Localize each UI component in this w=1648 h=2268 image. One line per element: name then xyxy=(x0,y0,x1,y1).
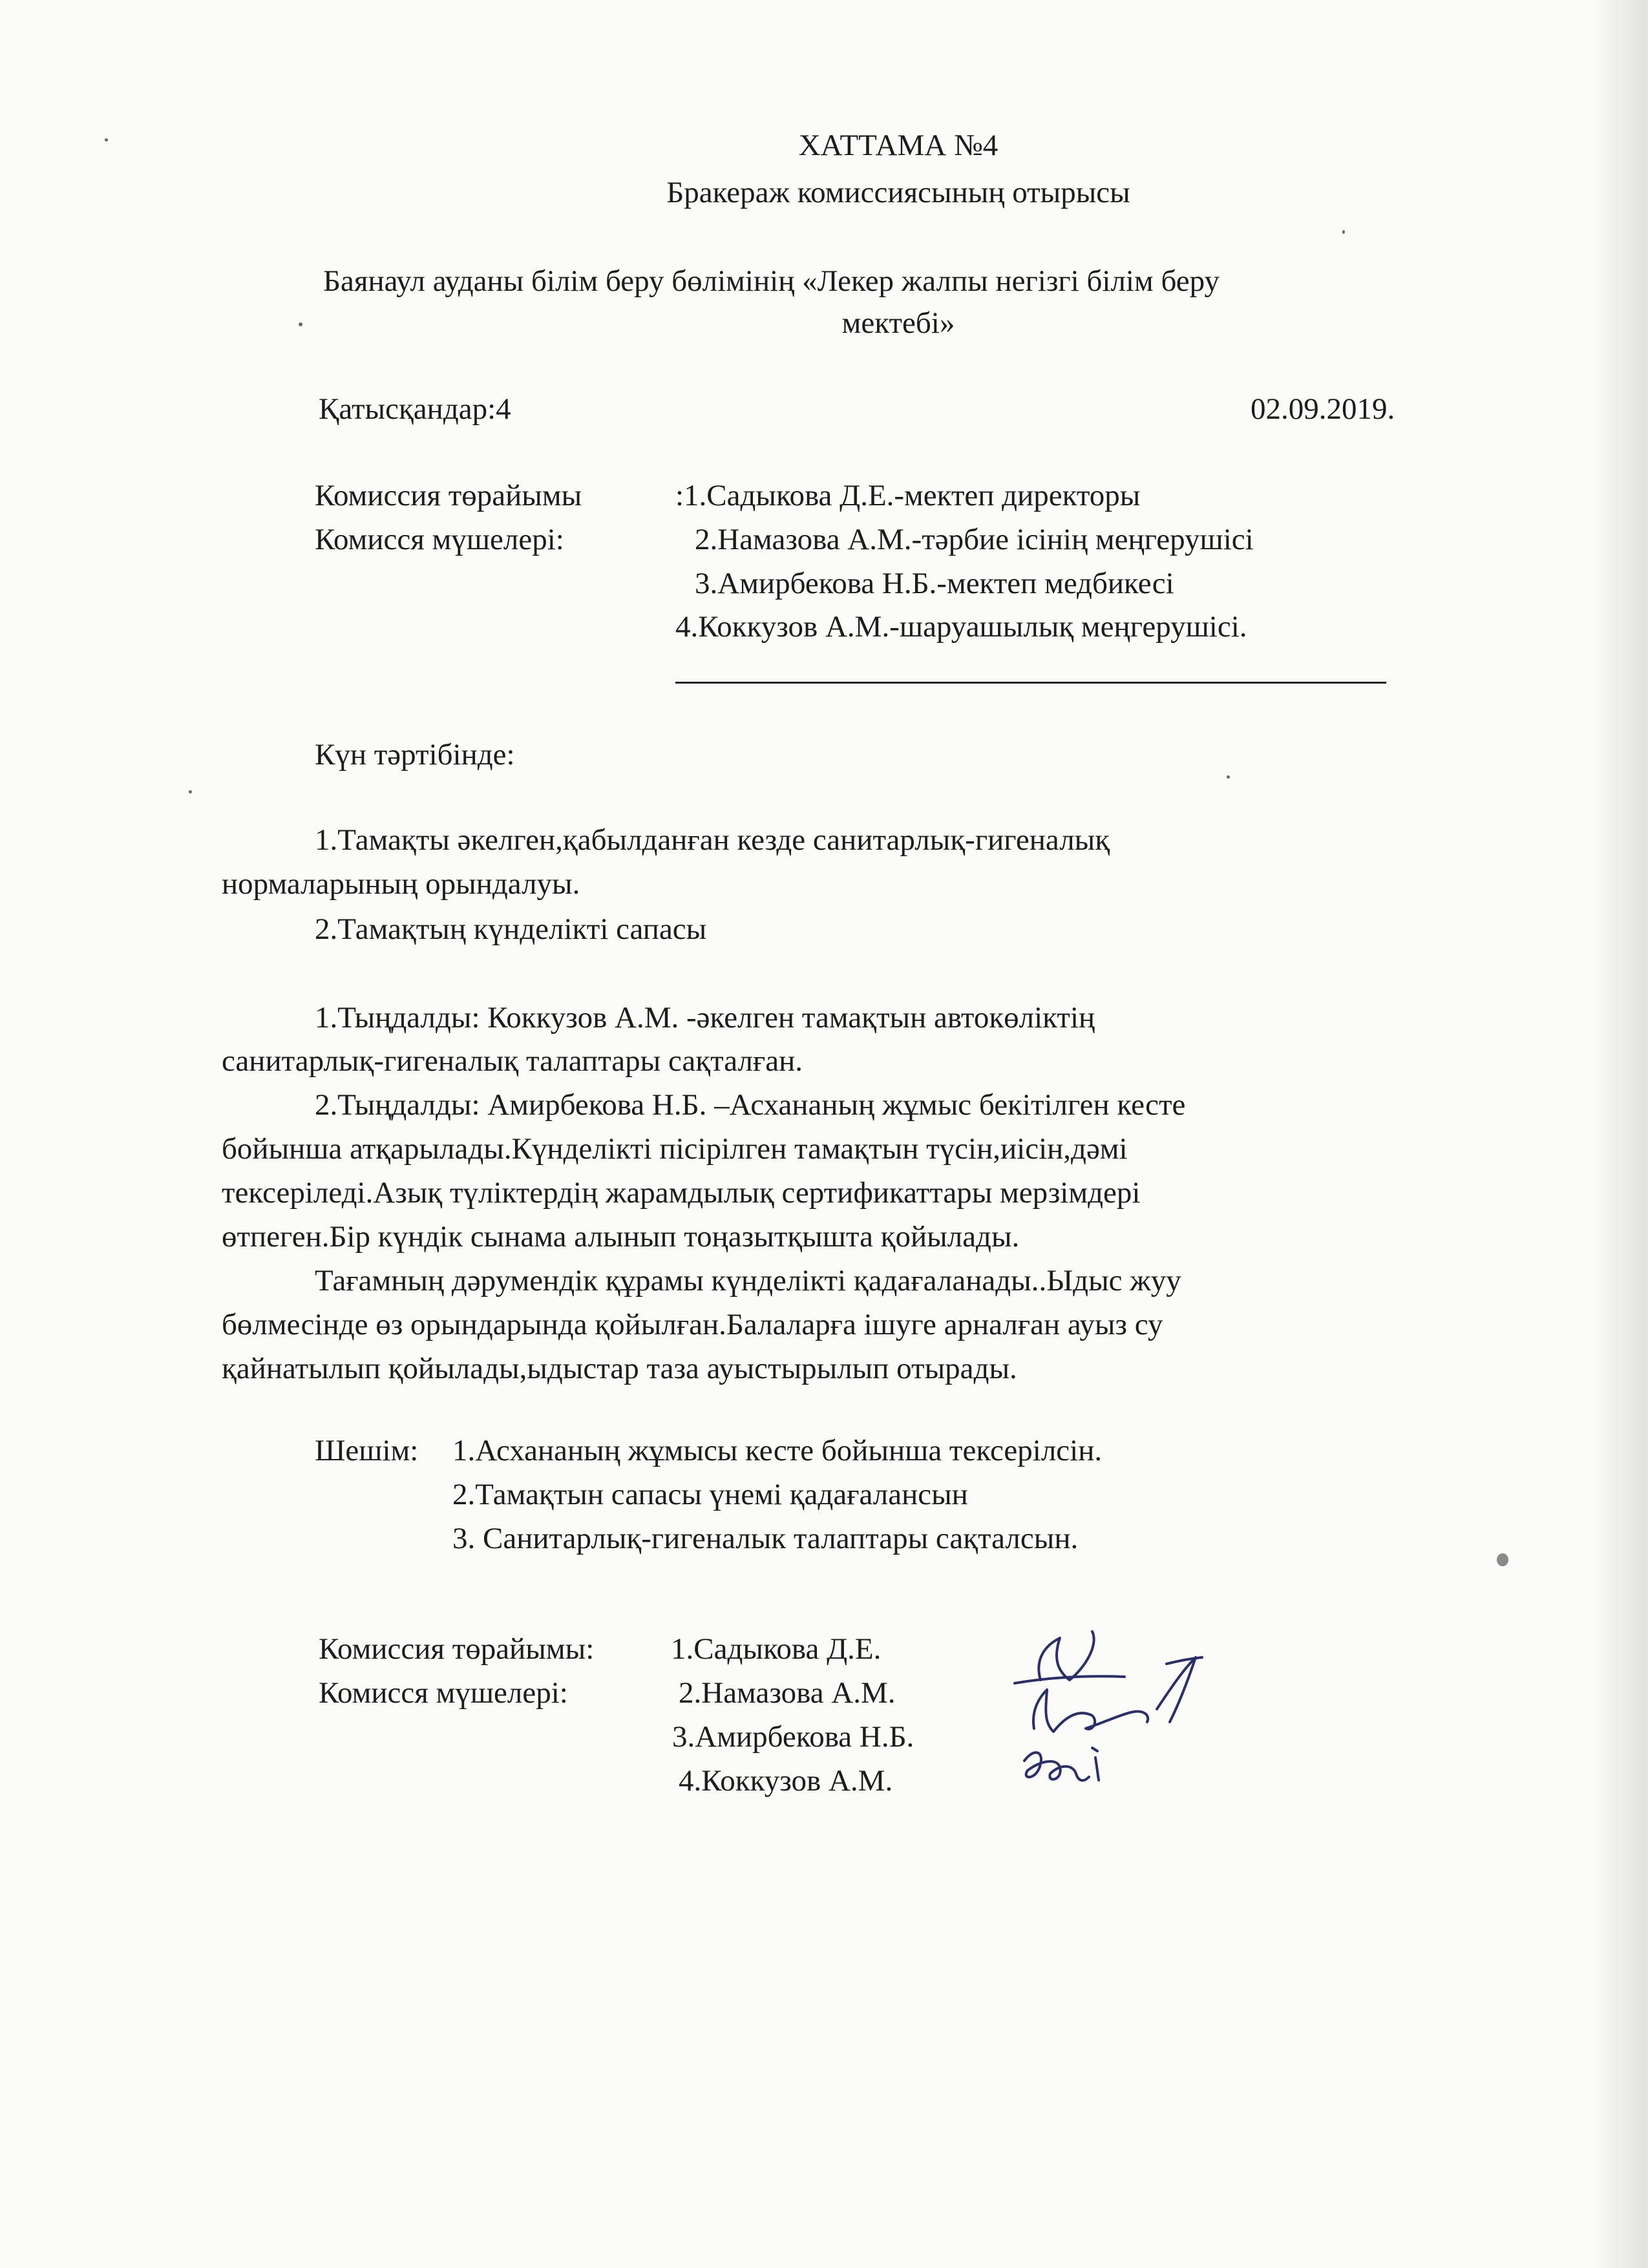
commission-members-label: Комисся мүшелері: xyxy=(315,523,564,556)
scan-speck xyxy=(189,790,192,793)
heard-2-line-2: бойынша атқарылады.Күнделікті пісірілген тамақтын түсін,иісін,дәмі xyxy=(222,1132,1128,1166)
decision-item-3: 3. Санитарлық-гигеналык талаптары сақталсын. xyxy=(452,1522,1079,1555)
heard-3-line-3: қайнатылып қойылады,ыдыстар таза ауыстырылып отырады. xyxy=(222,1352,1017,1385)
heard-1-line-1: 1.Тыңдалды: Коккузов А.М. -әкелген тамақтын автокөліктің xyxy=(315,1001,1095,1034)
scan-speck xyxy=(1342,230,1345,234)
signature-members-label: Комисся мүшелері: xyxy=(319,1676,568,1710)
decision-item-2: 2.Тамақтын сапасы үнемі қадағалансын xyxy=(452,1478,968,1511)
heard-2-line-3: тексеріледі.Азық түліктердің жарамдылық сертификаттары мерзімдері xyxy=(222,1176,1141,1210)
signature-chair-label: Комиссия төрайымы: xyxy=(319,1632,595,1666)
commission-member-4: 4.Коккузов А.М.-шаруашылық меңгерушісі. xyxy=(675,610,1247,644)
document-subtitle: Бракераж комиссиясының отырысы xyxy=(666,176,1130,209)
commission-chair-label: Комиссия төрайымы xyxy=(315,479,582,512)
signature-member-3: 3.Амирбекова Н.Б. xyxy=(672,1720,914,1754)
agenda-item-1-line-2: нормаларының орындалуы. xyxy=(222,867,580,901)
scan-speck xyxy=(1497,1553,1508,1566)
heard-3-line-1: Тағамның дәрумендік құрамы күнделікті қадағаланады..Ыдыс жуу xyxy=(315,1264,1181,1297)
scan-speck xyxy=(105,138,108,142)
attendees-count: Қатысқандар:4 xyxy=(319,392,511,426)
handwritten-signature xyxy=(995,1619,1228,1832)
agenda-item-1-line-1: 1.Тамақты әкелген,қабылданған кезде санитарлық-гигеналық xyxy=(315,823,1110,857)
scan-speck xyxy=(299,322,302,326)
organization-line-1: Баянаул ауданы білім беру бөлімінің «Лекер жалпы негізгі білім беру xyxy=(323,264,1220,298)
decision-item-1: 1.Асхананың жұмысы кесте бойынша тексерілсін. xyxy=(452,1434,1103,1467)
document-title: ХАТТАМА №4 xyxy=(798,129,998,162)
heard-2-line-4: өтпеген.Бір күндік сынама алынып тоңазытқышта қойылады. xyxy=(222,1220,1020,1254)
commission-member-3: 3.Амирбекова Н.Б.-мектеп медбикесі xyxy=(695,567,1174,600)
agenda-item-2: 2.Тамақтың күнделікті сапасы xyxy=(315,912,707,946)
signature-member-4: 4.Коккузов А.М. xyxy=(679,1764,893,1798)
scan-speck xyxy=(1227,775,1230,779)
signature-member-2: 2.Намазова А.М. xyxy=(679,1676,896,1710)
heard-3-line-2: бөлмесінде өз орындарында қойылған.Балаларға ішуге арналған ауыз су xyxy=(222,1308,1163,1341)
commission-member-2: 2.Намазова А.М.-тәрбие ісінің меңгерушісі xyxy=(695,523,1254,556)
decision-label: Шешім: xyxy=(315,1434,419,1467)
document-date: 02.09.2019. xyxy=(1251,392,1395,426)
heard-1-line-2: санитарлық-гигеналық талаптары сақталған. xyxy=(222,1044,803,1078)
heard-2-line-1: 2.Тыңдалды: Амирбекова Н.Б. –Асхананың жұмыс бекітілген кесте xyxy=(315,1088,1186,1122)
divider-line xyxy=(675,682,1386,684)
commission-chair: :1.Садыкова Д.Е.-мектеп директоры xyxy=(675,479,1141,512)
organization-line-2: мектебі» xyxy=(841,306,955,340)
signature-chair: 1.Садыкова Д.Е. xyxy=(671,1632,882,1666)
agenda-heading: Күн тәртібінде: xyxy=(315,738,515,772)
